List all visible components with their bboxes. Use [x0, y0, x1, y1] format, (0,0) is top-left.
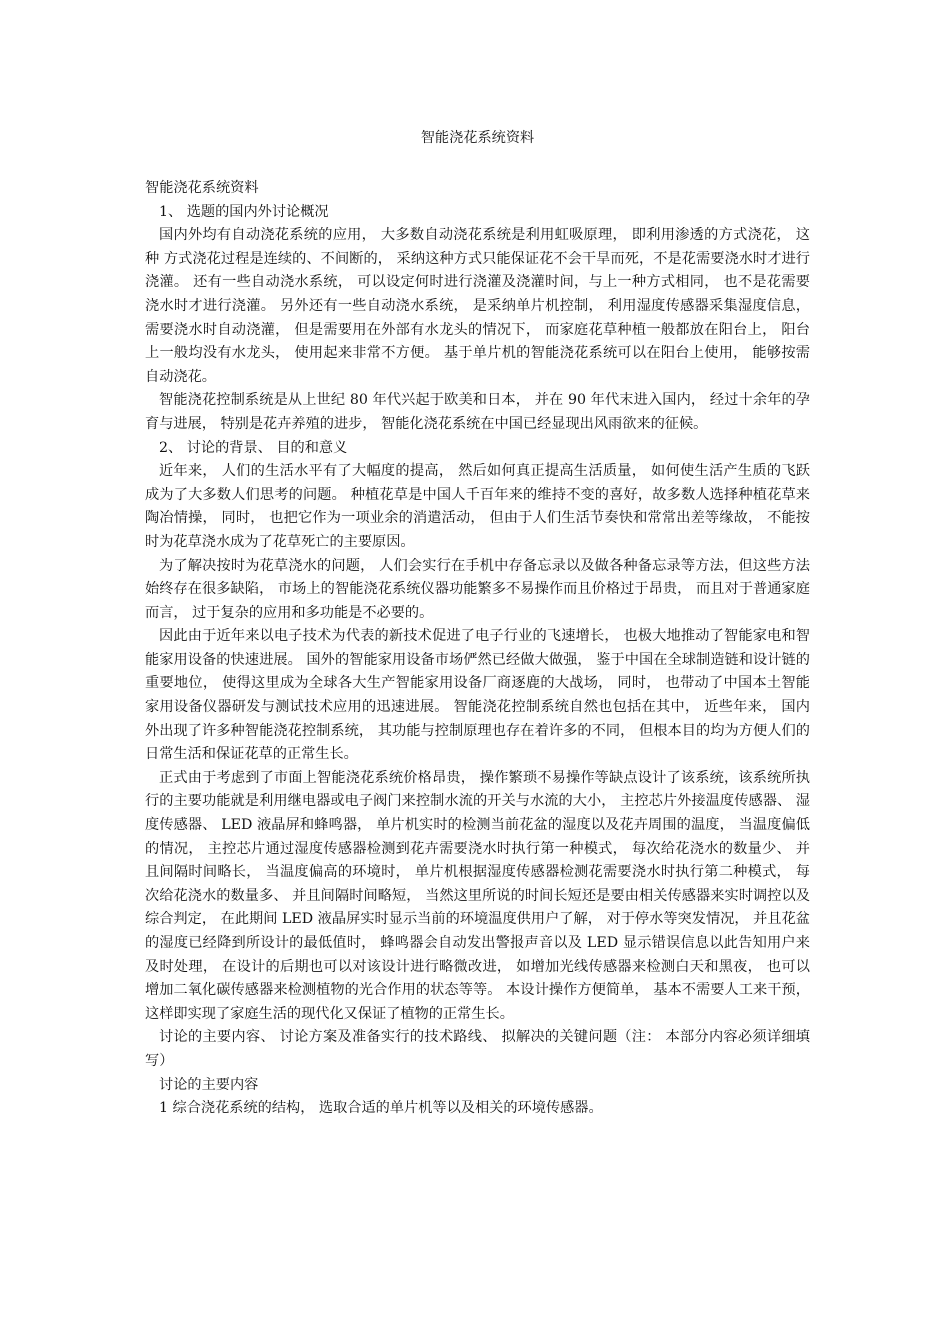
section-3-heading: 讨论的主要内容、 讨论方案及准备实行的技术路线、 拟解决的关键问题（注： 本部分内容必须详细填写） [145, 1029, 810, 1069]
section-2-heading: 2、 讨论的背景、 目的和意义 [159, 439, 348, 456]
section-2-paragraph-3: 因此由于近年来以电子技术为代表的新技术促进了电子行业的飞速增长， 也极大地推动了智能家电和智能家用设备的快速进展。 国外的智能家用设备市场俨然已经做大做强， 鉴于中国在全球制造链和设计链的重要地位， 使得这里成为全球各大生产智能家用设备厂商逐鹿的大战场， 同时， 也带动了中国本土智能家用设备仪器研发与测试技术应用的迅速进展。 智能浇花控制系统自然也包括在其中， 近些年来， 国内外出现了许多种智能浇花控制系统， 其功能与控制原理也存在着许多的不同， 但根本目的均为方便人们的日常生活和保证花草的正常生长。 [145, 628, 810, 763]
section-2-paragraph-4: 正式由于考虑到了市面上智能浇花系统价格昂贵， 操作繁琐不易操作等缺点设计了该系统，该系统所执行的主要功能就是利用继电器或电子阀门来控制水流的开关与水流的大小， 主控芯片外接温度传感器、 湿度传感器、 LED 液晶屏和蜂鸣器， 单片机实时的检测当前花盆的湿度以及花卉周围的温度， 当温度偏低的情况， 主控芯片通过湿度传感器检测到花卉需要浇水时执行第一种模式， 每次给花浇水的数量少、 并且间隔时间略长， 当温度偏高的环境时， 单片机根据湿度传感器检测花需要浇水时执行第二种模式， 每次给花浇水的数量多、 并且间隔时间略短， 当然这里所说的时间长短还是要由相关传感器来实时调控以及综合判定， 在此期间 LED 液晶屏实时显示当前的环境温度供用户了解， 对于停水等突发情况， 并且花盆的湿度已经降到所设计的最低值时， 蜂鸣器会自动发出警报声音以及 LED 显示错误信息以此告知用户来及时处理， 在设计的后期也可以对该设计进行略微改进， 如增加光线传感器来检测白天和黑夜， 也可以增加二氧化碳传感器来检测植物的光合作用的状态等等。 本设计操作方便简单， 基本不需要人工来干预， 这样即实现了家庭生活的现代化又保证了植物的正常生长。 [145, 769, 810, 1022]
section-1-paragraph-2: 智能浇花控制系统是从上世纪 80 年代兴起于欧美和日本， 并在 90 年代末进入国内， 经过十余年的孕育与进展， 特别是花卉养殖的进步， 智能化浇花系统在中国已经显现出风雨欲来的征候。 [145, 392, 810, 432]
document-title: 智能浇花系统资料 [420, 130, 535, 146]
section-1-heading: 1、 选题的国内外讨论概况 [159, 203, 329, 220]
section-3-item-1: 1 综合浇花系统的结构， 选取合适的单片机等以及相关的环境传感器。 [159, 1100, 603, 1117]
section-3-subheading: 讨论的主要内容 [159, 1076, 259, 1093]
document-body [145, 177, 810, 1121]
section-2-paragraph-1: 近年来， 人们的生活水平有了大幅度的提高， 然后如何真正提高生活质量， 如何使生活产生质的飞跃成为了大多数人们思考的问题。 种植花草是中国人千百年来的维持不变的喜好，故多数人选择种植花草来陶冶情操， 同时， 也把它作为一项业余的消遣活动， 但由于人们生活节奏快和常常出差等缘故， 不能按时为花草浇水成为了花草死亡的主要原因。 [145, 463, 810, 550]
document-subtitle: 智能浇花系统资料 [145, 180, 259, 196]
section-2-paragraph-2: 为了解决按时为花草浇水的问题， 人们会实行在手机中存备忘录以及做各种备忘录等方法，但这些方法始终存在很多缺陷， 市场上的智能浇花系统仪器功能繁多不易操作而且价格过于昂贵， 而且对于普通家庭而言， 过于复杂的应用和多功能是不必要的。 [145, 557, 810, 621]
section-1-paragraph-1: 国内外均有自动浇花系统的应用， 大多数自动浇花系统是利用虹吸原理， 即利用渗透的方式浇花， 这种 方式浇花过程是连续的、不间断的， 采纳这种方式只能保证花不会干旱而死，不是花需要浇水时才进行浇灌。 还有一些自动浇水系统， 可以设定何时进行浇灌及浇灌时间，与上一种方式相同， 也不是花需要浇水时才进行浇灌。 另外还有一些自动浇水系统， 是采纳单片机控制， 利用湿度传感器采集湿度信息， 需要浇水时自动浇灌， 但是需要用在外部有水龙头的情况下， 而家庭花草种植一般都放在阳台上， 阳台上一般均没有水龙头， 使用起来非常不方便。 基于单片机的智能浇花系统可以在阳台上使用， 能够按需自动浇花。 [145, 227, 810, 385]
